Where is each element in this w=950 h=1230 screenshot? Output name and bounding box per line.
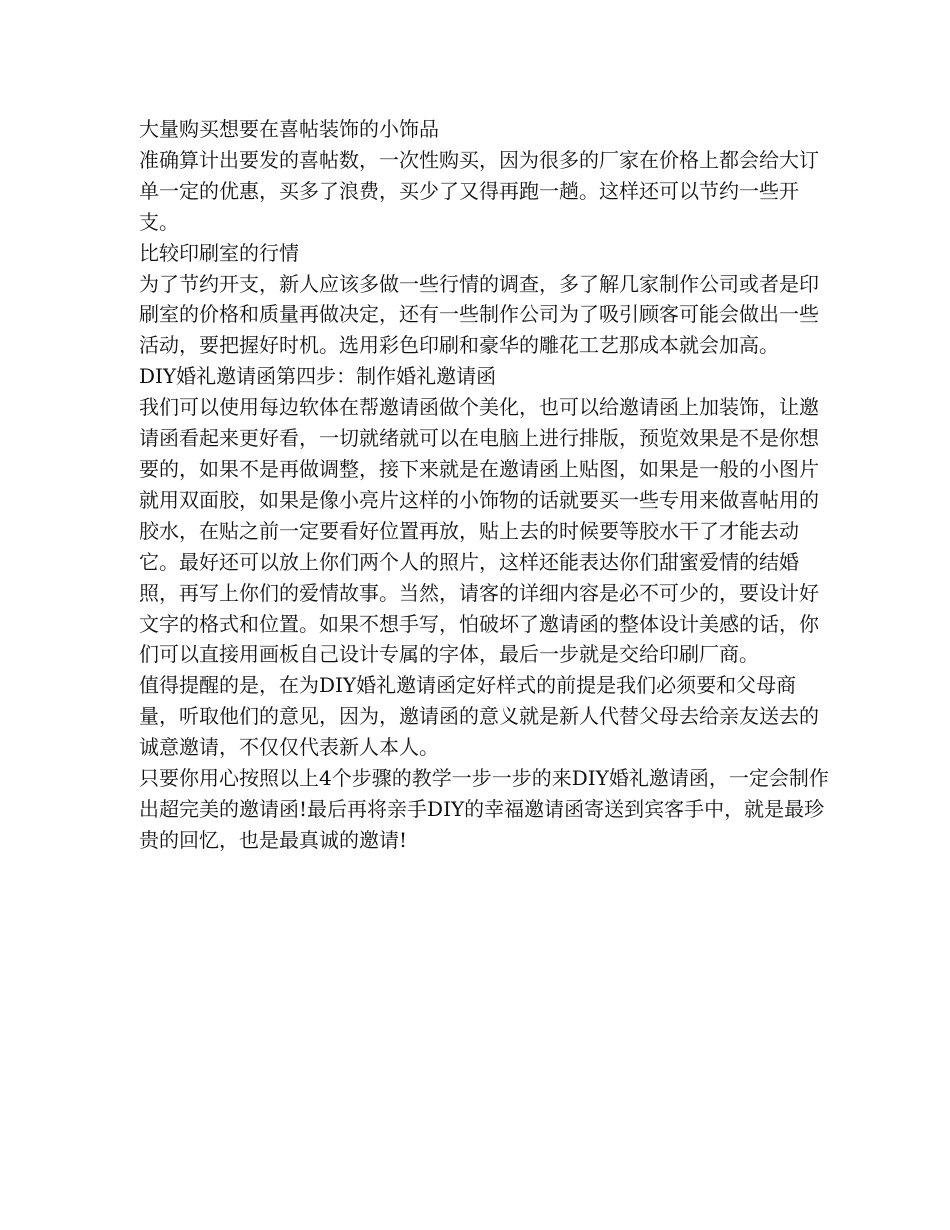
heading-bulk-purchase: 大量购买想要在喜帖装饰的小饰品 [139,117,439,141]
heading-step-four: DIY婚礼邀请函第四步：制作婚礼邀请函 [139,364,497,389]
heading-compare-printers: 比较印刷室的行情 [139,240,299,265]
paragraph-conclusion: 只要你用心按照以上4个步骤的教学一步一步的来DIY婚礼邀请函，一定会制作出超完美的邀请函!最后再将亲手DIY的幸福邀请函寄送到宾客手中，就是最珍贵的回忆，也是最真诚的邀请! [139,766,829,852]
paragraph-calculate-invitations: 准确算计出要发的喜帖数，一次性购买，因为很多的厂家在价格上都会给大订单一定的优惠，买多了浪费，买少了又得再跑一趟。这样还可以节约一些开支。 [139,147,819,234]
paragraph-reminder-parents: 值得提醒的是，在为DIY婚礼邀请函定好样式的前提是我们必须要和父母商量，听取他们的意见，因为，邀请函的意义就是新人代替父母去给亲友送去的诚意邀请，不仅仅代表新人本人。 [139,673,819,760]
paragraph-make-invitation: 我们可以使用每边软体在帮邀请函做个美化，也可以给邀请函上加装饰，让邀请函看起来更好看，一切就绪就可以在电脑上进行排版，预览效果是不是你想要的，如果不是再做调整，接下来就是在邀请函上贴图，如果是一般的小图片就用双面胶，如果是像小亮片这样的小饰物的话就要买一些专用来做喜帖用的胶水，在贴之前一定要看好位置再放，贴上去的时候要等胶水干了才能去动它。最好还可以放上你们两个人的照片，这样还能表达你们甜蜜爱情的结婚照，再写上你们的爱情故事。当然，请客的详细内容是必不可少的，要设计好文字的格式和位置。如果不想手写，怕破坏了邀请函的整体设计美感的话，你们可以直接用画板自己设计专属的字体，最后一步就是交给印刷厂商。 [139,395,819,667]
document-body [139,114,829,856]
paragraph-printer-survey: 为了节约开支，新人应该多做一些行情的调查，多了解几家制作公司或者是印刷室的价格和质量再做决定，还有一些制作公司为了吸引顾客可能会做出一些活动，要把握好时机。选用彩色印刷和豪华的雕花工艺那成本就会加高。 [139,271,819,358]
